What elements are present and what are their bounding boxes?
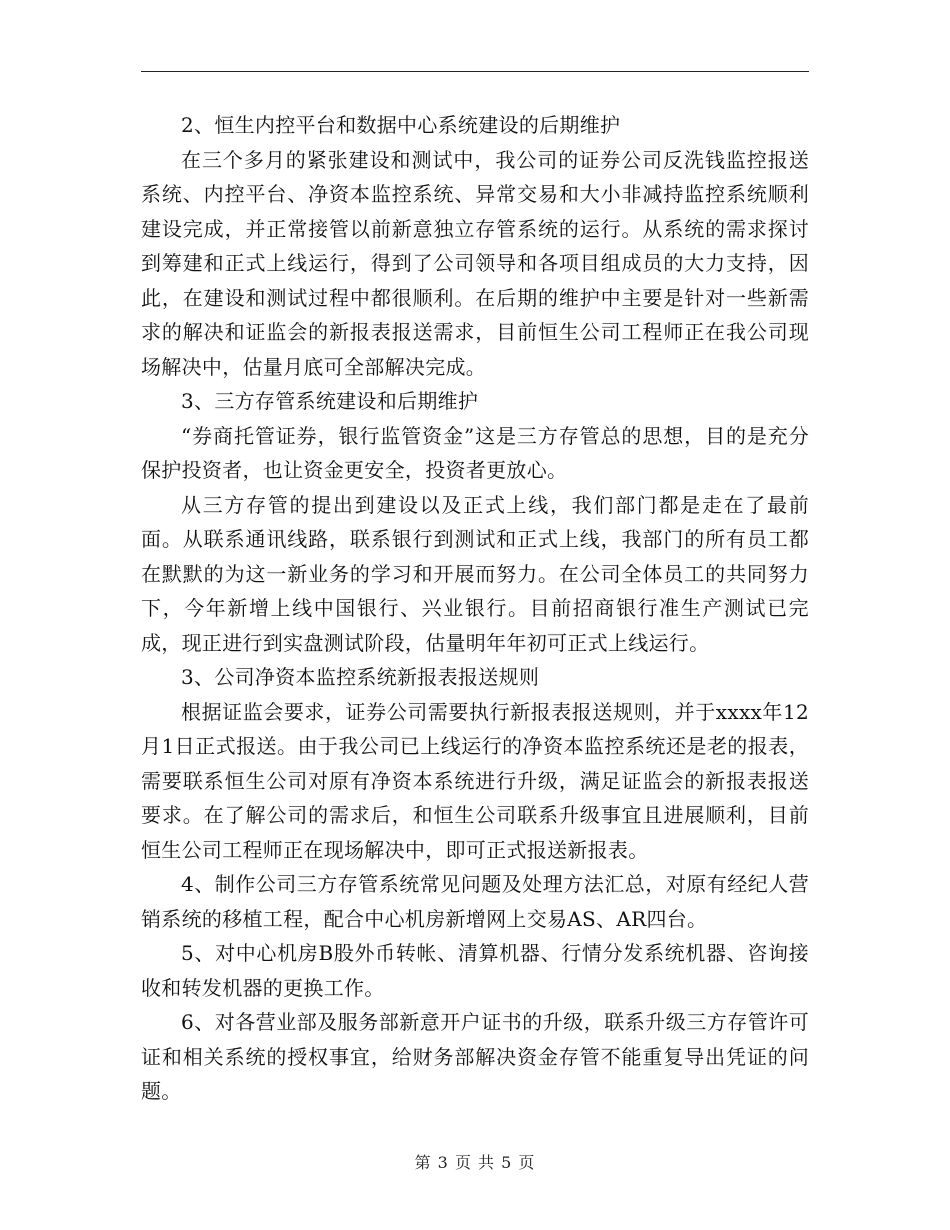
list-item-4: 4、制作公司三方存管系统常见问题及处理方法汇总，对原有经纪人营销系统的移植工程，配合中心机房新增网上交易AS、AR四台。: [141, 872, 809, 931]
paragraph: 在三个多月的紧张建设和测试中，我公司的证券公司反洗钱监控报送系统、内控平台、净资本监控系统、异常交易和大小非减持监控系统顺利建设完成，并正常接管以前新意独立存管系统的运行。从系统的需求探讨到筹建和正式上线运行，得到了公司领导和各项目组成员的大力支持，因此，在建设和测试过程中都很顺利。在后期的维护中主要是针对一些新需求的解决和证监会的新报表报送需求，目前恒生公司工程师正在我公司现场解决中，估量月底可全部解决完成。: [141, 147, 809, 379]
section-heading-3-tripartite: 3、三方存管系统建设和后期维护: [181, 389, 479, 413]
list-item-6: 6、对各营业部及服务部新意开户证书的升级，联系升级三方存管许可证和相关系统的授权事宜，给财务部解决资金存管不能重复导出凭证的问题。: [141, 1010, 809, 1103]
paragraph: “券商托管证券，银行监管资金”这是三方存管总的思想，目的是充分保护投资者，也让资金更安全，投资者更放心。: [141, 423, 809, 482]
paragraph: 根据证监会要求，证券公司需要执行新报表报送规则，并于xxxx年12月1日正式报送。由于我公司已上线运行的净资本监控系统还是老的报表，需要联系恒生公司对原有净资本系统进行升级，满足证监会的新报表报送要求。在了解公司的需求后，和恒生公司联系升级事宜且进展顺利，目前恒生公司工程师正在现场解决中，即可正式报送新报表。: [141, 699, 809, 862]
page-number-footer: 第 3 页 共 5 页: [414, 1153, 536, 1172]
list-item-5: 5、对中心机房B股外币转帐、清算机器、行情分发系统机器、咨询接收和转发机器的更换工作。: [141, 941, 809, 1000]
paragraph: 从三方存管的提出到建设以及正式上线，我们部门都是走在了最前面。从联系通讯线路，联系银行到测试和正式上线，我部门的所有员工都在默默的为这一新业务的学习和开展而努力。在公司全体员工的共同努力下，今年新增上线中国银行、兴业银行。目前招商银行准生产测试已完成，现正进行到实盘测试阶段，估量明年年初可正式上线运行。: [141, 492, 809, 655]
section-heading-2: 2、恒生内控平台和数据中心系统建设的后期维护: [181, 113, 621, 137]
header-rule: [141, 71, 809, 72]
section-heading-3-net-capital: 3、公司净资本监控系统新报表报送规则: [181, 665, 540, 689]
document-body: [141, 108, 809, 1109]
